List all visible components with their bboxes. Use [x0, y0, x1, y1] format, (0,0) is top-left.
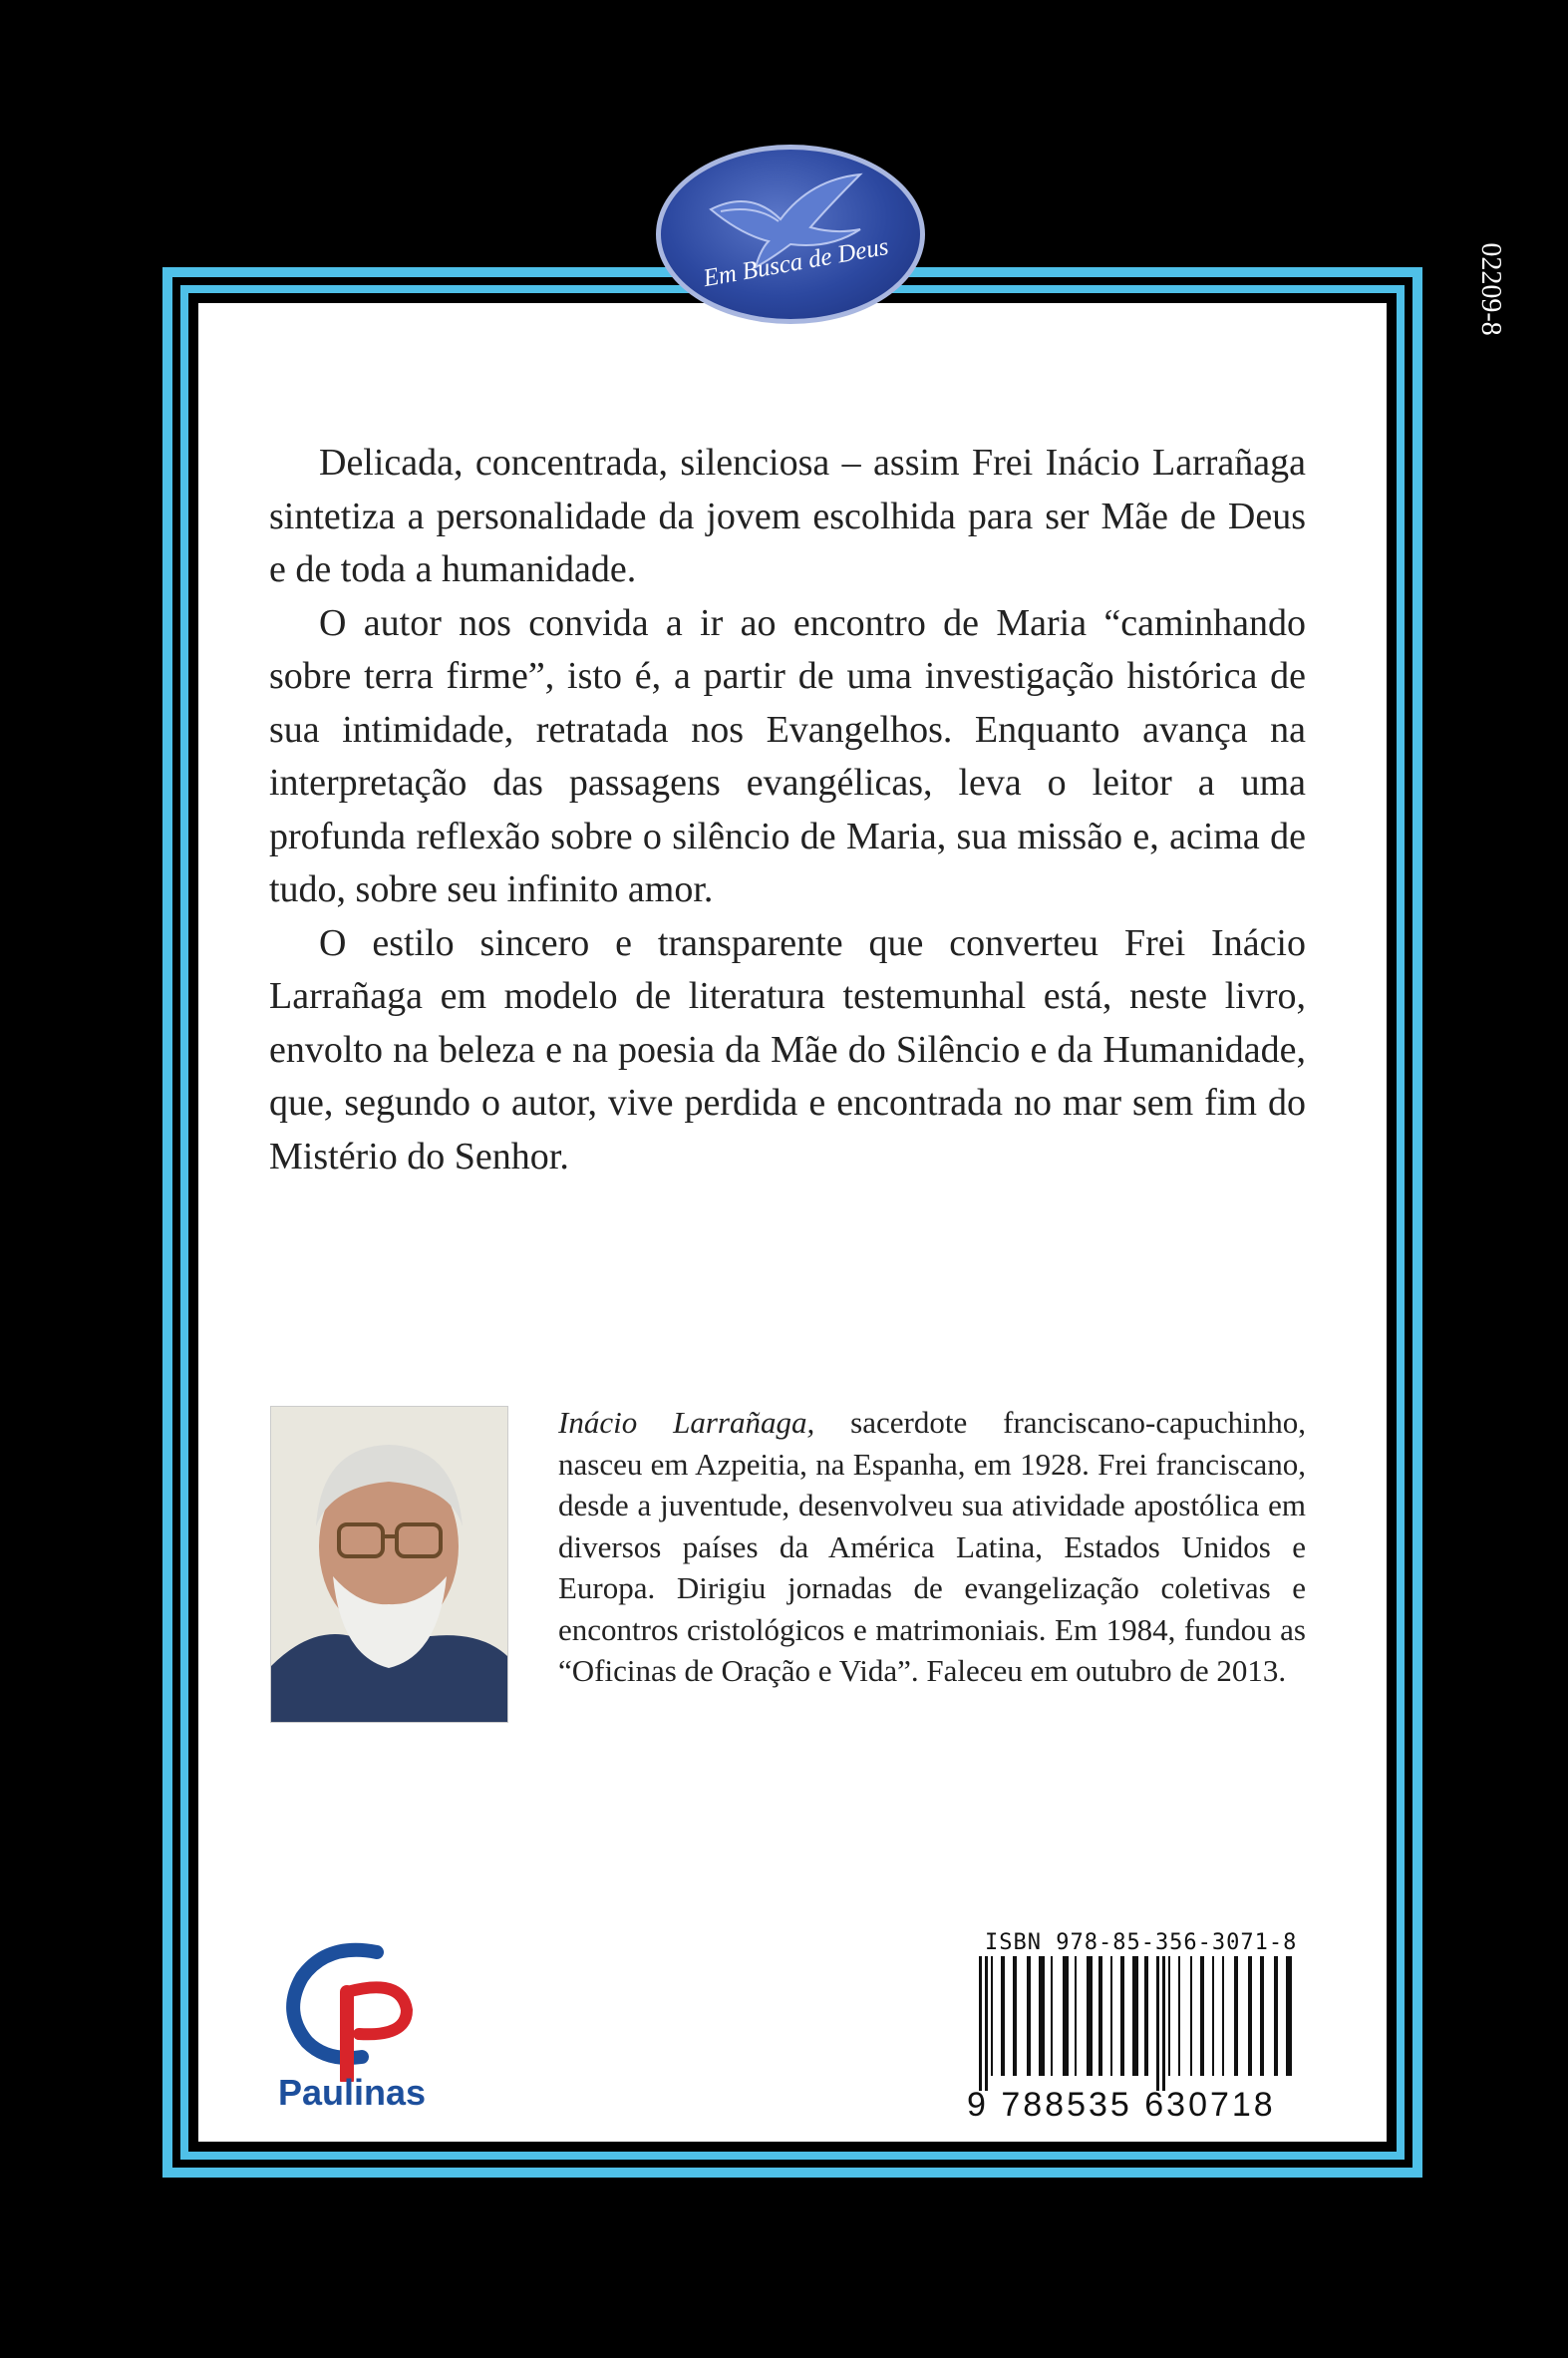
barcode-bar: [1051, 1956, 1053, 2076]
barcode-bar: [1178, 1956, 1180, 2076]
barcode-bar: [1110, 1956, 1112, 2076]
barcode-bar: [1190, 1956, 1192, 2076]
barcode-bar: [1039, 1956, 1045, 2076]
author-bio: [558, 1402, 1306, 1692]
blurb-paragraph: O autor nos convida a ir ao encontro de Maria “caminhando sobre terra firme”, isto é, a partir de uma investigação histórica de sua intimidade, retratada nos Evangelhos. Enquanto avança na interpretação das passagens evangélicas, leva o leitor a uma profunda reflexão sobre o silêncio de Maria, sua missão e, acima de tudo, sobre seu infinito amor.: [269, 601, 1306, 910]
barcode-bar: [1087, 1956, 1093, 2076]
barcode-digits: 9 788535 630718: [967, 2086, 1276, 2124]
barcode-bar: [991, 1956, 993, 2076]
series-badge: [656, 145, 925, 324]
barcode-bar: [1027, 1956, 1031, 2076]
barcode-bar: [1063, 1956, 1069, 2076]
barcode-bar: [1162, 1956, 1165, 2091]
publisher-name: Paulinas: [277, 2072, 427, 2113]
spine-code: 02209-8: [1475, 242, 1506, 336]
barcode-bar: [1168, 1956, 1170, 2076]
barcode-bar: [1144, 1956, 1148, 2076]
isbn-label: ISBN 978-85-356-3071-8: [985, 1930, 1298, 1955]
barcode-bar: [1222, 1956, 1224, 2076]
barcode-bar: [1001, 1956, 1005, 2076]
barcode-bar: [1286, 1956, 1292, 2076]
blurb-text: [269, 437, 1306, 1183]
barcode-bar: [1120, 1956, 1124, 2076]
barcode-bar: [1075, 1956, 1077, 2076]
barcode-bar: [1248, 1956, 1252, 2076]
series-badge-label: Em Busca de Deus: [701, 232, 891, 293]
barcode-bar: [1098, 1956, 1102, 2076]
barcode-bar: [1234, 1956, 1238, 2076]
barcode-bar: [1212, 1956, 1214, 2076]
author-name: Inácio Larrañaga,: [558, 1405, 815, 1440]
barcode-bar: [985, 1956, 988, 2091]
barcode: [975, 1956, 1294, 2096]
barcode-bar: [1132, 1956, 1138, 2076]
paulinas-logo-icon: [267, 1932, 437, 2082]
barcode-bar: [1260, 1956, 1264, 2076]
barcode-bar: [1013, 1956, 1017, 2076]
author-bio-text: sacerdote franciscano-capuchinho, nasceu em Azpeitia, na Espanha, em 1928. Frei franciscano, desde a juventude, desenvolveu sua atividade apostólica em diversos países da América Latina, Estados Unidos e Europa. Dirigiu jornadas de evangelização coletivas e encontros cristológicos e matrimoniais. Em 1984, fundou as “Oficinas de Oração e Vida”. Faleceu em outubro de 2013.: [558, 1405, 1306, 1688]
blurb-paragraph: Delicada, concentrada, silenciosa – assim Frei Inácio Larrañaga sintetiza a personalidade da jovem escolhida para ser Mãe de Deus e de toda a humanidade.: [269, 442, 1306, 590]
barcode-bar: [1156, 1956, 1159, 2091]
author-photo: [270, 1406, 508, 1723]
blurb-paragraph: O estilo sincero e transparente que converteu Frei Inácio Larrañaga em modelo de literatura testemunhal está, neste livro, envolto na beleza e na poesia da Mãe do Silêncio e da Humanidade, que, segundo o autor, vive perdida e encontrada no mar sem fim do Mistério do Senhor.: [269, 921, 1306, 1178]
barcode-bar: [1274, 1956, 1278, 2076]
barcode-bar: [1200, 1956, 1204, 2076]
barcode-bar: [979, 1956, 982, 2091]
